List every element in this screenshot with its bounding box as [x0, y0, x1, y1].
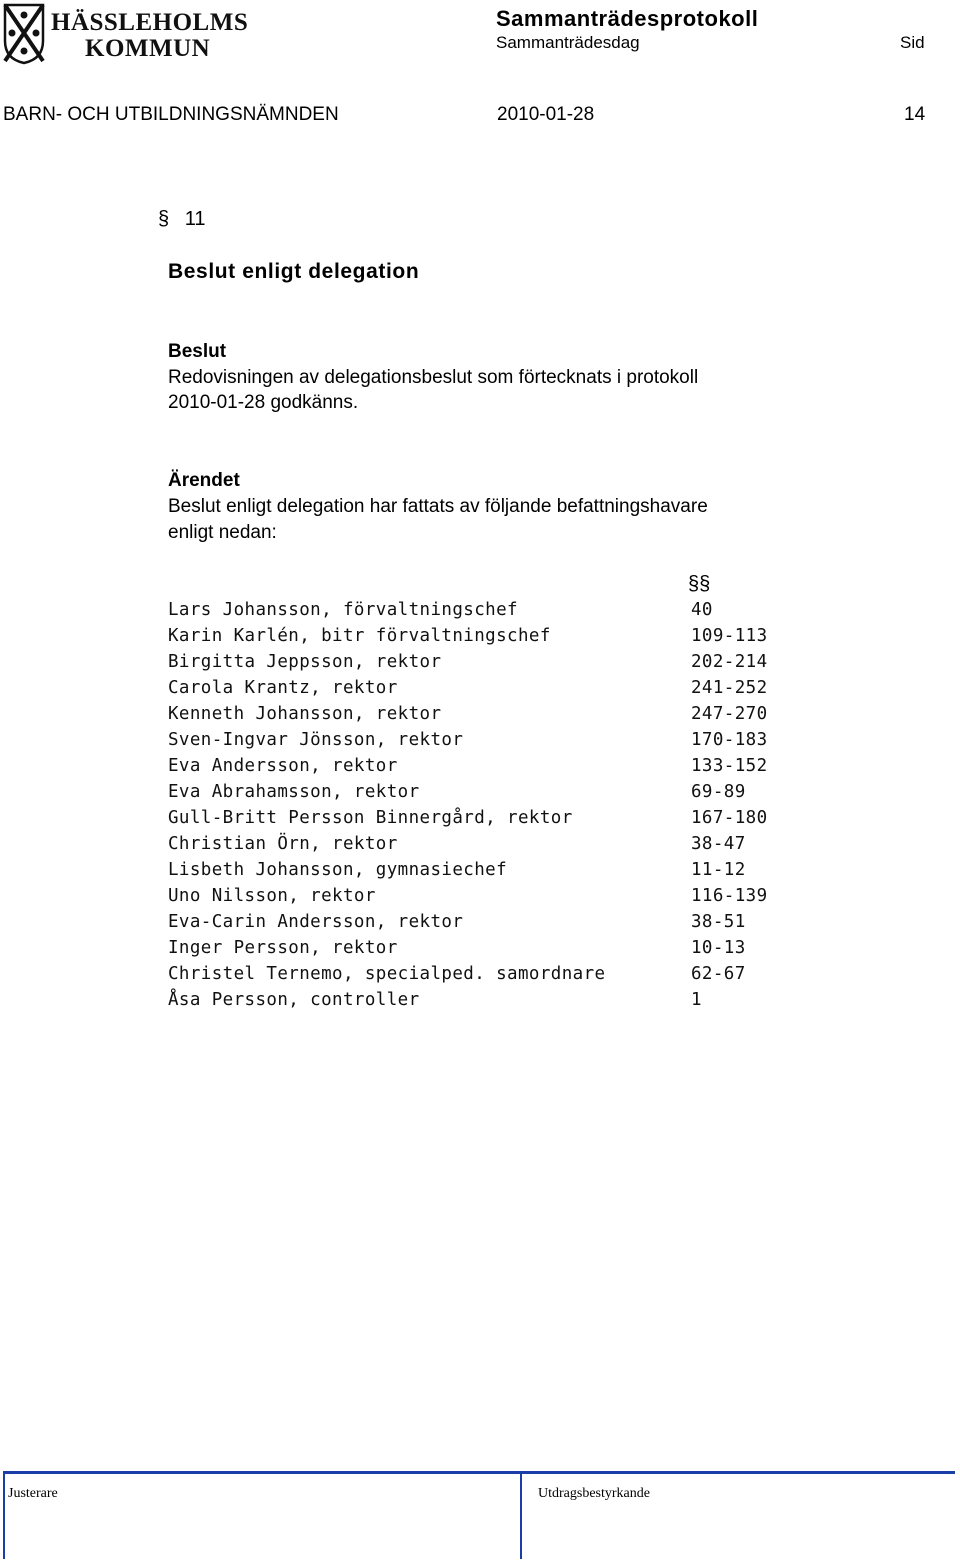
page-number: 14	[904, 104, 926, 125]
section-number	[158, 208, 205, 231]
logo-text-line1: HÄSSLEHOLMS	[51, 9, 249, 36]
section-range: 62-67	[691, 964, 746, 984]
meeting-date: 2010-01-28	[497, 104, 595, 125]
coat-of-arms-icon	[3, 3, 45, 65]
section-range: 247-270	[691, 704, 768, 724]
officer-name: Christel Ternemo, specialped. samordnare	[168, 964, 606, 984]
matter-text-line2: enligt nedan:	[168, 522, 277, 543]
section-range: 116-139	[691, 886, 768, 906]
section-range: 241-252	[691, 678, 768, 698]
officer-name: Eva-Carin Andersson, rektor	[168, 912, 464, 932]
page-label: Sid	[900, 33, 925, 52]
section-value: 11	[184, 208, 206, 230]
officer-name: Åsa Persson, controller	[168, 990, 420, 1010]
footer-justerare-label: Justerare	[8, 1486, 58, 1501]
meeting-date-label: Sammanträdesdag	[496, 33, 640, 52]
section-range: 69-89	[691, 782, 746, 802]
section-symbol: §	[158, 208, 170, 230]
matter-text-line1: Beslut enligt delegation har fattats av följande befattningshavare	[168, 496, 708, 517]
section-range: 170-183	[691, 730, 768, 750]
municipality-logo	[3, 3, 249, 67]
officer-name: Lisbeth Johansson, gymnasiechef	[168, 860, 508, 880]
officer-name: Sven-Ingvar Jönsson, rektor	[168, 730, 464, 750]
officer-name: Kenneth Johansson, rektor	[168, 704, 442, 724]
section-range: 1	[691, 990, 702, 1010]
matter-title: Beslut enligt delegation	[168, 260, 420, 283]
document-title: Sammanträdesprotokoll	[496, 6, 759, 31]
officer-name: Karin Karlén, bitr förvaltningschef	[168, 626, 551, 646]
officer-name: Eva Abrahamsson, rektor	[168, 782, 420, 802]
officer-name: Lars Johansson, förvaltningschef	[168, 600, 518, 620]
officer-name: Uno Nilsson, rektor	[168, 886, 376, 906]
footer-utdrag-label: Utdragsbestyrkande	[538, 1486, 650, 1501]
sections-column-header: §§	[688, 573, 711, 595]
officer-name: Gull-Britt Persson Binnergård, rektor	[168, 808, 573, 828]
officer-name: Birgitta Jeppsson, rektor	[168, 652, 442, 672]
section-range: 109-113	[691, 626, 768, 646]
footer-rule	[3, 1471, 955, 1474]
section-range: 10-13	[691, 938, 746, 958]
section-range: 40	[691, 600, 713, 620]
section-range: 202-214	[691, 652, 768, 672]
section-range: 11-12	[691, 860, 746, 880]
officer-name: Eva Andersson, rektor	[168, 756, 398, 776]
footer-divider-left	[3, 1474, 5, 1559]
section-range: 133-152	[691, 756, 768, 776]
committee-name: BARN- OCH UTBILDNINGSNÄMNDEN	[3, 104, 339, 125]
logo-text-line2: KOMMUN	[85, 35, 211, 62]
decision-text-line2: 2010-01-28 godkänns.	[168, 392, 359, 413]
decision-text-line1: Redovisningen av delegationsbeslut som förtecknats i protokoll	[168, 367, 699, 388]
decision-heading: Beslut	[168, 341, 227, 362]
section-range: 167-180	[691, 808, 768, 828]
section-range: 38-47	[691, 834, 746, 854]
footer-divider-middle	[520, 1474, 522, 1559]
officer-name: Carola Krantz, rektor	[168, 678, 398, 698]
officer-name: Inger Persson, rektor	[168, 938, 398, 958]
matter-heading: Ärendet	[168, 470, 240, 491]
officer-name: Christian Örn, rektor	[168, 834, 398, 854]
section-range: 38-51	[691, 912, 746, 932]
